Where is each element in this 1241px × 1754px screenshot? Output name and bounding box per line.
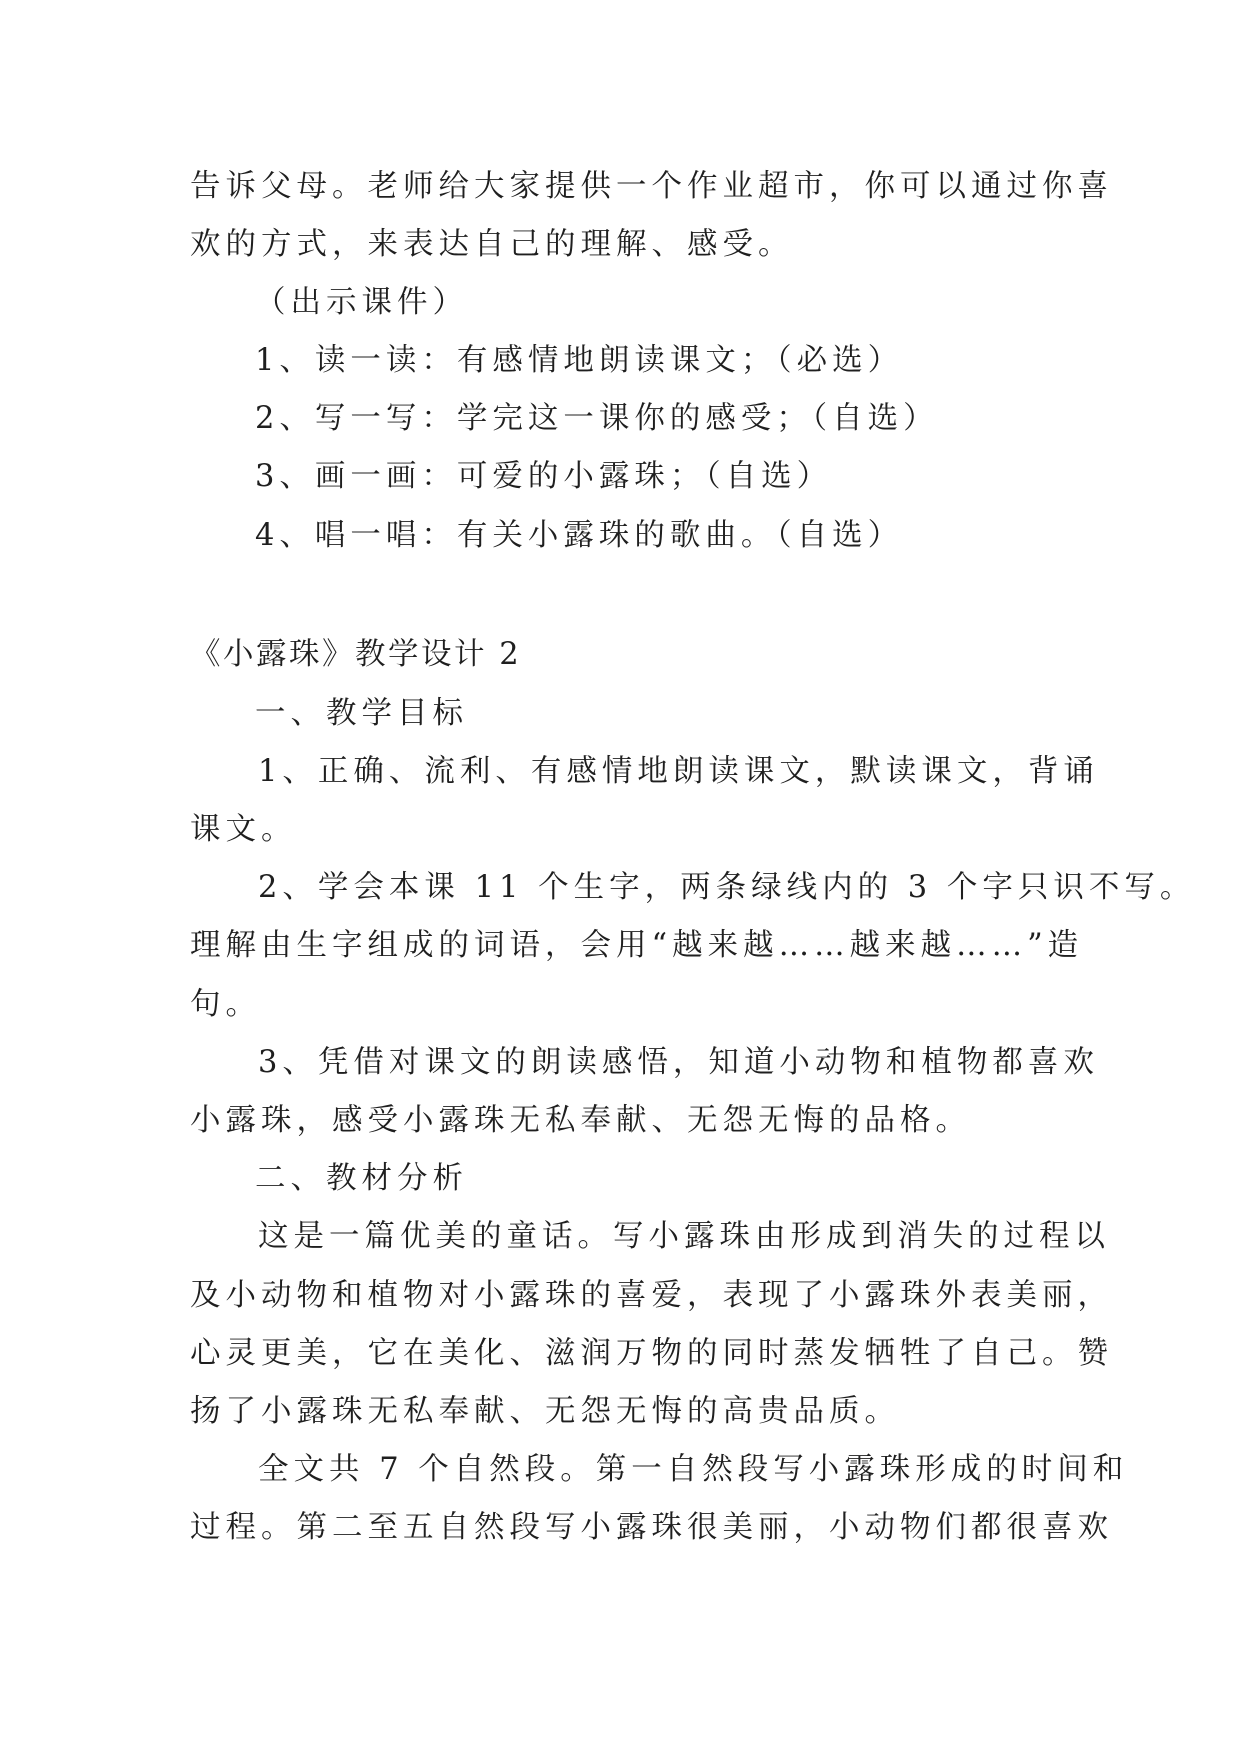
- section-title: 《小露珠》教学设计 2: [190, 637, 522, 672]
- paragraph-line: 课文。: [190, 812, 297, 847]
- paragraph-line: 3、凭借对课文的朗读感悟，知道小动物和植物都喜欢: [258, 1045, 1099, 1080]
- paragraph-line: 告诉父母。老师给大家提供一个作业超市，你可以通过你喜: [190, 169, 1113, 204]
- paragraph-line: 扬了小露珠无私奉献、无怨无悔的高贵品质。: [190, 1394, 900, 1429]
- section-heading: 二、教材分析: [255, 1161, 468, 1196]
- paragraph-line: 这是一篇优美的童话。写小露珠由形成到消失的过程以: [258, 1219, 1110, 1254]
- section-heading: 一、教学目标: [255, 696, 468, 731]
- list-item: 1、读一读：有感情地朗读课文；（必选）: [255, 343, 904, 378]
- paragraph-line: 欢的方式，来表达自己的理解、感受。: [190, 227, 794, 262]
- list-item: 2、写一写：学完这一课你的感受；（自选）: [255, 401, 939, 436]
- list-item: 3、画一画：可爱的小露珠；（自选）: [255, 459, 833, 494]
- paragraph-line: 过程。第二至五自然段写小露珠很美丽，小动物们都很喜欢: [190, 1510, 1113, 1545]
- paragraph-line: 句。: [190, 987, 261, 1022]
- paragraph-line: 及小动物和植物对小露珠的喜爱，表现了小露珠外表美丽，: [190, 1278, 1113, 1313]
- paragraph-line: 全文共 7 个自然段。第一自然段写小露珠形成的时间和: [258, 1452, 1129, 1487]
- paragraph-line: 小露珠，感受小露珠无私奉献、无怨无悔的品格。: [190, 1103, 971, 1138]
- paragraph-line: 心灵更美，它在美化、滋润万物的同时蒸发牺牲了自己。赞: [190, 1336, 1113, 1371]
- list-item: 4、唱一唱：有关小露珠的歌曲。（自选）: [255, 518, 904, 553]
- courseware-note: （出示课件）: [255, 285, 468, 320]
- paragraph-line: 1、正确、流利、有感情地朗读课文，默读课文，背诵: [258, 754, 1099, 789]
- paragraph-line: 2、学会本课 11 个生字，两条绿线内的 3 个字只识不写。: [258, 870, 1196, 905]
- paragraph-line: 理解由生字组成的词语，会用“越来越……越来越……”造: [190, 928, 1084, 963]
